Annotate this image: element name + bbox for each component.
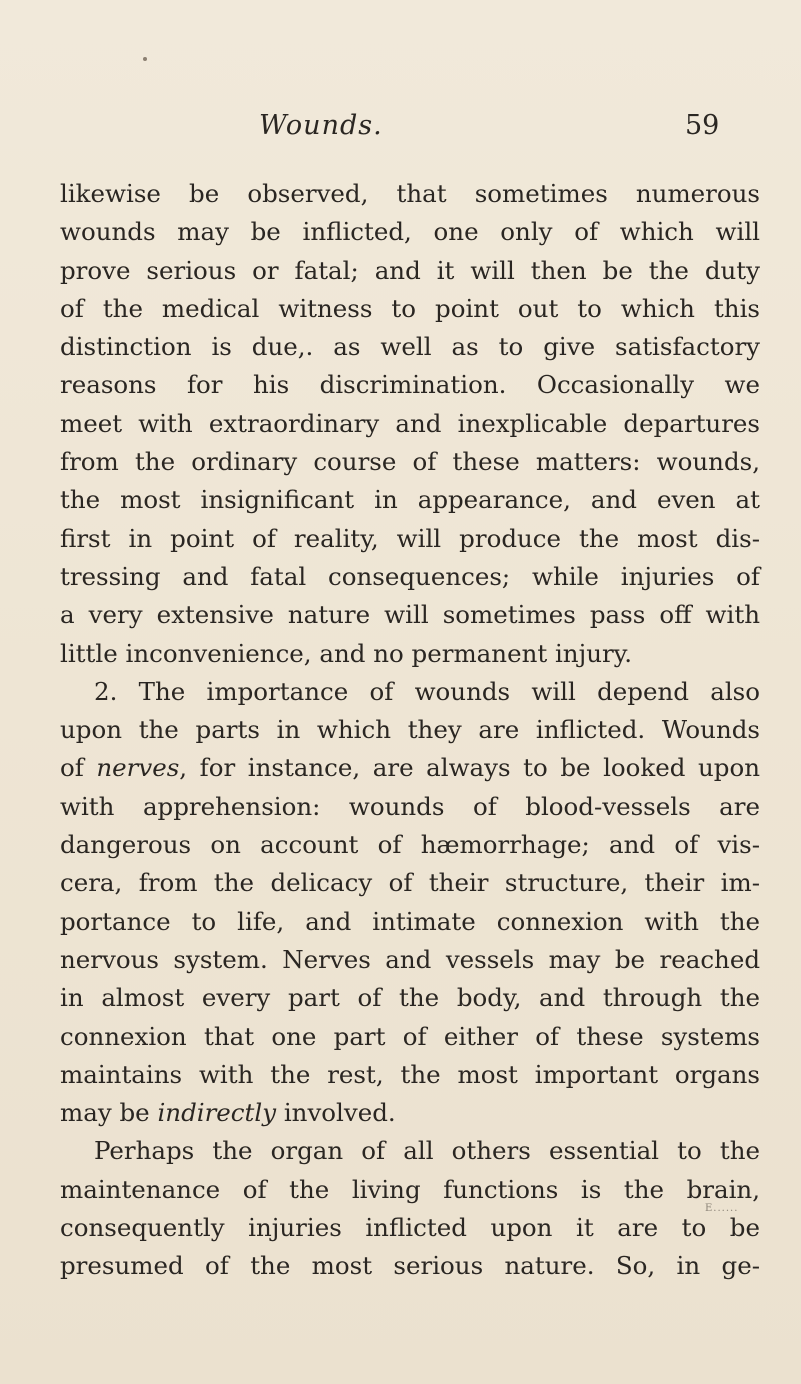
text-line: maintains with the rest, the most important organs [60,1059,760,1089]
text-line: tressing and fatal consequences; while injuries of [60,561,760,591]
signature-mark: Ε...... [705,1203,739,1214]
text-line: connexion that one part of either of these systems [60,1021,760,1051]
text-line: maintenance of the living functions is the brain, [60,1174,760,1204]
text-line: cera, from the delicacy of their structure, their im- [60,868,760,898]
text-line: portance to life, and intimate connexion with the [60,906,760,936]
text-line: meet with extraordinary and inexplicable departures [60,408,760,438]
text-line: a very extensive nature will sometimes pass off with [60,600,760,630]
text-line: of nerves, for instance, are always to be looked upon [60,753,760,783]
text-line: upon the parts in which they are inflicted. Wounds [60,715,760,745]
text-line: little inconvenience, and no permanent injury. [60,638,633,668]
text-line: prove serious or fatal; and it will then be the duty [60,255,760,285]
text-line: from the ordinary course of these matters: wounds, [60,447,760,477]
text-line: dangerous on account of hæmorrhage; and of vis- [60,830,760,860]
text-line: the most insignificant in appearance, and even at [60,485,760,515]
text-line: reasons for his discrimination. Occasionally we [60,370,760,400]
text-line: in almost every part of the body, and through the [60,983,760,1013]
text-line: with apprehension: wounds of blood-vessels are [60,791,760,821]
page-number: 59 [685,110,720,141]
text-line: first in point of reality, will produce the most dis- [60,523,760,553]
body-text [60,175,760,1286]
text-line: 2. The importance of wounds will depend also [94,676,760,706]
text-line: of the medical witness to point out to which this [60,293,760,323]
text-line: may be indirectly involved. [60,1098,396,1128]
text-line: nervous system. Nerves and vessels may be reached [60,944,760,974]
text-line: consequently injuries inflicted upon it are to be [60,1213,760,1243]
running-title: Wounds. [259,110,383,141]
text-line: Perhaps the organ of all others essential to the [94,1136,760,1166]
text-line: likewise be observed, that sometimes numerous [60,179,760,208]
page-header [0,110,801,150]
text-line: presumed of the most serious nature. So, in ge- [60,1251,760,1281]
text-line: wounds may be inflicted, one only of which will [60,217,760,247]
paper-speck [143,57,147,61]
text-line: distinction is due,. as well as to give satisfactory [60,332,760,362]
